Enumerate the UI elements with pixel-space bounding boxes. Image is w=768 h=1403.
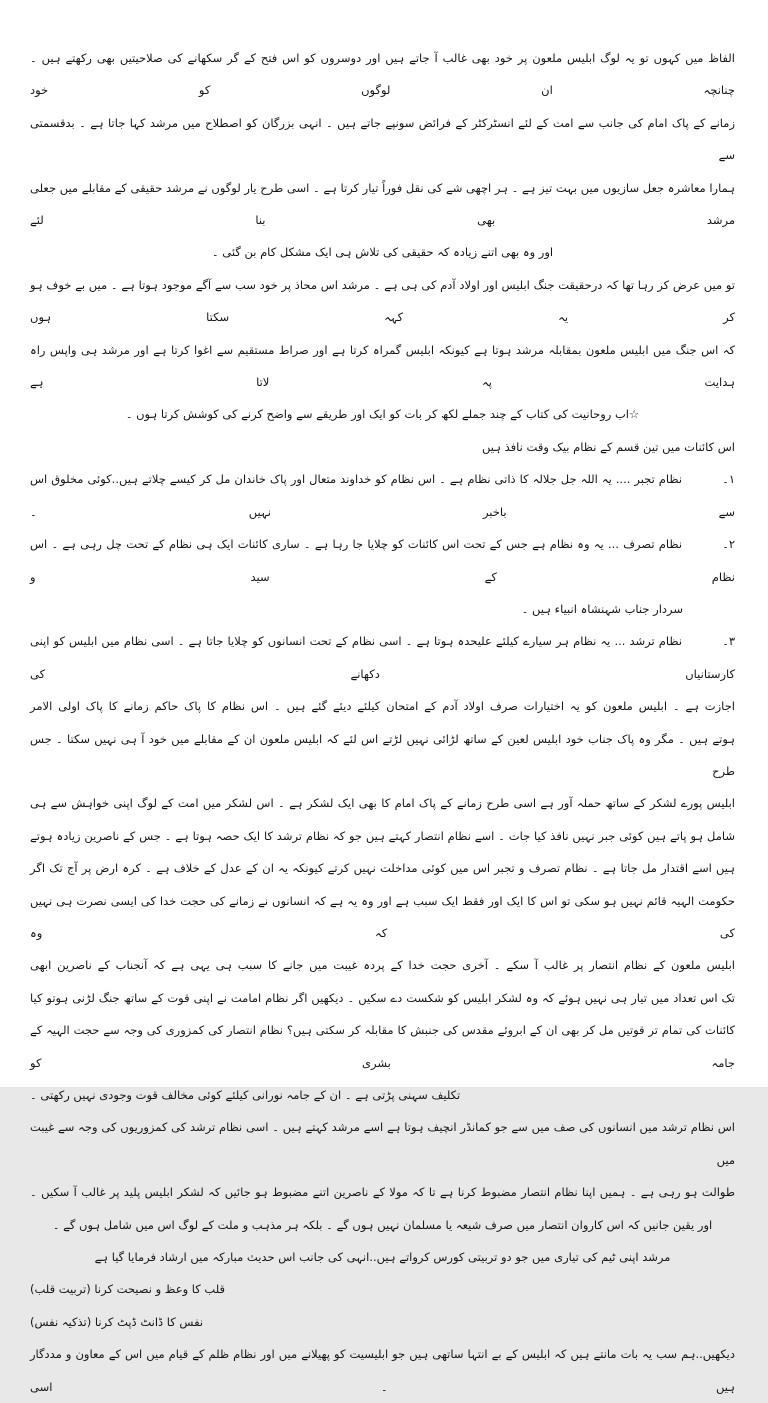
line-text: تکلیف سہنی پڑتی ہے ۔ ان کے جامہ نورانی کیلئے کوئی مخالف قوت وجودی نہیں رکھتی ۔: [30, 1088, 461, 1102]
line-text: الفاظ میں کہوں تو یہ لوگ ابلیس ملعون پر خود بھی غالب آ جاتے ہیں اور دوسروں کو اس فتح کے گر سکھانے کی صلاحیتیں بھی رکھتے ہیں ۔ چنانچہ ان لوگوں کو خود: [30, 51, 735, 98]
line-text: تک اس تعداد میں تیار ہی نہیں ہوئے کہ وہ لشکر ابلیس کو شکست دے سکیں ۔ دیکھیں اگر نظام امامت نے اپنی قوت کے ساتھ جنگ لڑنی ہوتو کیا: [30, 990, 735, 1005]
paragraph-end-line: [30, 236, 735, 268]
list-number-2: ۲۔: [722, 537, 735, 552]
list-item-2: [30, 528, 735, 593]
line-text: ہیں اسے اقتدار مل جاتا ہے ۔ نظام تصرف و تجبر اس میں کوئی مداخلت نہیں کرتے کیونکہ یہ ان کے عدل کے خلاف ہے ۔ کرہ ارض پر آج تک اگر: [30, 861, 735, 876]
text-line-15: [30, 787, 735, 819]
text-line-1: [30, 42, 735, 107]
line-text: تو میں عرض کر رہا تھا کہ درحقیقت جنگ ابلیس اور اولاد آدم کی ہی ہے ۔ مرشد اس محاذ پر خود سب سے آگے موجود ہوتا ہے ۔ میں بے خوف ہو کر یہ کہہ سکتا ہوں: [30, 277, 735, 325]
list-item-2-continuation: [30, 593, 735, 625]
section-heading: [30, 431, 735, 463]
star-note-line: [30, 398, 735, 430]
heading-text: اس کائنات میں تین قسم کے نظام بیک وقت نافذ ہیں: [482, 439, 735, 454]
text-line-6: [30, 334, 735, 399]
text-line-20: [30, 982, 735, 1014]
text-line-3: [30, 172, 735, 237]
line-text: اور وہ بھی اتنے زیادہ کہ حقیقی کی تلاش ہی ایک مشکل کام بن گئی ۔: [211, 245, 554, 260]
list-number-3: ۳۔: [722, 634, 735, 649]
line-text: ابلیس پورے لشکر کے ساتھ حملہ آور ہے اسی طرح زمانے کے پاک امام کا بھی ایک لشکر ہے ۔ اس لشکر میں امت کے لوگ اپنی خواہش سے ہی: [30, 796, 735, 811]
text-line-2: [30, 107, 735, 172]
text-line-18: [30, 885, 735, 950]
line-text: نفس کا ڈانٹ ڈپٹ کرنا (تذکیہ نفس): [30, 1314, 204, 1329]
line-text: اجازت ہے ۔ ابلیس ملعون کو یہ اختیارات صرف اولاد آدم کے امتحان کیلئے دیئے گئے ہیں ۔ اس نظام کا پاک حاکم زمانے کا پاک اولی الامر: [30, 699, 735, 714]
text-line-29: [30, 1338, 735, 1403]
text-line-26: [30, 1241, 735, 1273]
line-text: دیکھیں..ہم سب یہ بات مانتے ہیں کہ ابلیس کے بے انتہا ساتھی ہیں جو ابلیسیت کو پھیلانے میں اور نظام ظلم کے قیام میں اس کے معاون و مددگار ہیں ۔ اسی: [30, 1347, 735, 1394]
list-item-1: [30, 463, 735, 528]
line-text: سردار جناب شہنشاہ انبیاء ہیں ۔: [521, 601, 683, 616]
page-text-block: [30, 42, 735, 1403]
text-line-23: [30, 1111, 735, 1176]
line-text: ہمارا معاشرہ جعل سازیوں میں بہت تیز ہے ۔ ہر اچھی شے کی نقل فوراً تیار کرتا ہے ۔ اسی طرح یار لوگوں نے مرشد حقیقی کے مقابلے میں جعلی مرشد بھی بنا لئے: [30, 180, 735, 228]
text-line-13: [30, 690, 735, 722]
line-text: اور یقین جانیں کہ اس کاروان انتصار میں صرف شیعہ یا مسلمان نہیں ہوں گے ۔ بلکہ ہر مذہب و ملت کے لوگ اس میں شامل ہوں گے ۔: [52, 1217, 713, 1232]
text-line-24: [30, 1176, 735, 1208]
line-text: کائنات کی تمام تر قوتیں مل کر بھی ان کے ابروئے مقدس کی جنبش کا مقابلہ کر سکتی ہیں؟ نظام انتصار کی کمزوری کی وجہ سے حجت الہیہ کے جامہ بشری کو: [30, 1023, 735, 1070]
text-line-17: [30, 852, 735, 884]
line-text: حکومت الہیہ قائم نہیں ہو سکی تو اس کا ایک اور فقط ایک سبب ہے اور وہ یہ ہے کہ انسانوں نے زمانے کی حجت خدا کی ایسی نصرت ہی نہیں کی کہ وہ: [30, 893, 735, 940]
line-text: ہوتے ہیں ۔ مگر وہ پاک جناب خود ابلیس لعین کے ساتھ لڑائی نہیں لڑتے اس لئے کہ ابلیس ملعون ان کے مقابلے میں خود آ ہی نہیں سکتا ۔ جس طرح: [30, 731, 735, 778]
paragraph-end-line: [30, 1079, 735, 1111]
line-text: نظام تصرف ... یہ وہ نظام ہے جس کے تحت اس کائنات کو چلایا جا رہا ہے ۔ ساری کائنات ایک ہی نظام کے تحت چل رہی ہے ۔ اس نظام کے سید و: [30, 537, 735, 584]
line-text: طوالت ہو رہی ہے ۔ ہمیں اپنا نظام انتصار مضبوط کرنا ہے تا کہ مولا کے ناصرین اتنے مضبوط ہو جائیں کہ لشکر ابلیس پلید پر غالب آ سکیں ۔: [30, 1185, 735, 1200]
line-text: نظام ترشد ... یہ نظام ہر سیارے کیلئے علیحدہ ہوتا ہے ۔ اسی نظام کے تحت انسانوں کو چلایا جاتا ہے ۔ اسی نظام میں ابلیس کو اپنی کارستانیاں دکھانے کی: [30, 634, 735, 681]
list-item-3: [30, 625, 735, 690]
list-number-1: ۱۔: [722, 472, 735, 487]
text-line-16: [30, 820, 735, 852]
line-text: اس نظام ترشد میں انسانوں کی صف میں سے جو کمانڈر انچیف ہوتا ہے اسے مرشد کہتے ہیں ۔ اسی نظام ترشد کی کمزوریوں کی وجہ سے غیبت میں: [30, 1120, 735, 1167]
line-text: کہ اس جنگ میں ابلیس ملعون بمقابلہ مرشد ہوتا ہے کیونکہ ابلیس گمراہ کرتا ہے اور صراط مستقیم سے اغوا کرتا ہے اور مرشد ہی واپس راہ ہدایت پہ لاتا ہے: [30, 342, 735, 390]
line-text: ابلیس ملعون کے نظام انتصار پر غالب آ سکے ۔ آخری حجت خدا کے پردہ غیبت میں جانے کا سبب ہی یہی ہے کہ آنجناب کے ناصرین ابھی: [30, 958, 735, 973]
quote-line-qalb: [30, 1273, 735, 1305]
quote-line-nafs: [30, 1306, 735, 1338]
line-text: قلب کا وعظ و نصیحت کرنا (تربیت قلب): [30, 1282, 226, 1297]
line-text: زمانے کے پاک امام کی جانب سے امت کے لئے انسٹرکٹر کے فرائض سونپے جاتے ہیں ۔ انہی بزرگان کو اصطلاح میں مرشد کہا جاتا ہے ۔ بدقسمتی سے: [30, 115, 735, 163]
line-text: شامل ہو پاتے ہیں کوئی جبر نہیں نافذ کیا جات ۔ اسے نظام انتصار کہتے ہیں جو کہ نظام ترشد کا ایک حصہ ہوتا ہے ۔ جس کے ناصرین زیادہ ہوتے: [30, 828, 735, 843]
text-line-21: [30, 1014, 735, 1079]
line-text: ☆اب روحانیت کی کتاب کے چند جملے لکھ کر بات کو ایک اور طریقے سے واضح کرنے کی کوشش کرتا ہوں ۔: [125, 407, 640, 422]
line-text: مرشد اپنی ٹیم کی تیاری میں جو دو تربیتی کورس کرواتے ہیں..انہی کی جانب اس حدیث مبارکہ میں ارشاد فرمایا گیا ہے: [94, 1250, 671, 1265]
line-text: نظام تجبر .... یہ اللہ جل جلالہ کا ذاتی نظام ہے ۔ اس نظام کو خداوند متعال اور پاک خاندان مل کر کیسے چلاتے ہیں..کوئی مخلوق اس سے باخبر نہیں ۔: [30, 472, 735, 519]
text-line-5: [30, 269, 735, 334]
text-line-25: [30, 1209, 735, 1241]
text-line-14: [30, 723, 735, 788]
text-line-19: [30, 949, 735, 981]
